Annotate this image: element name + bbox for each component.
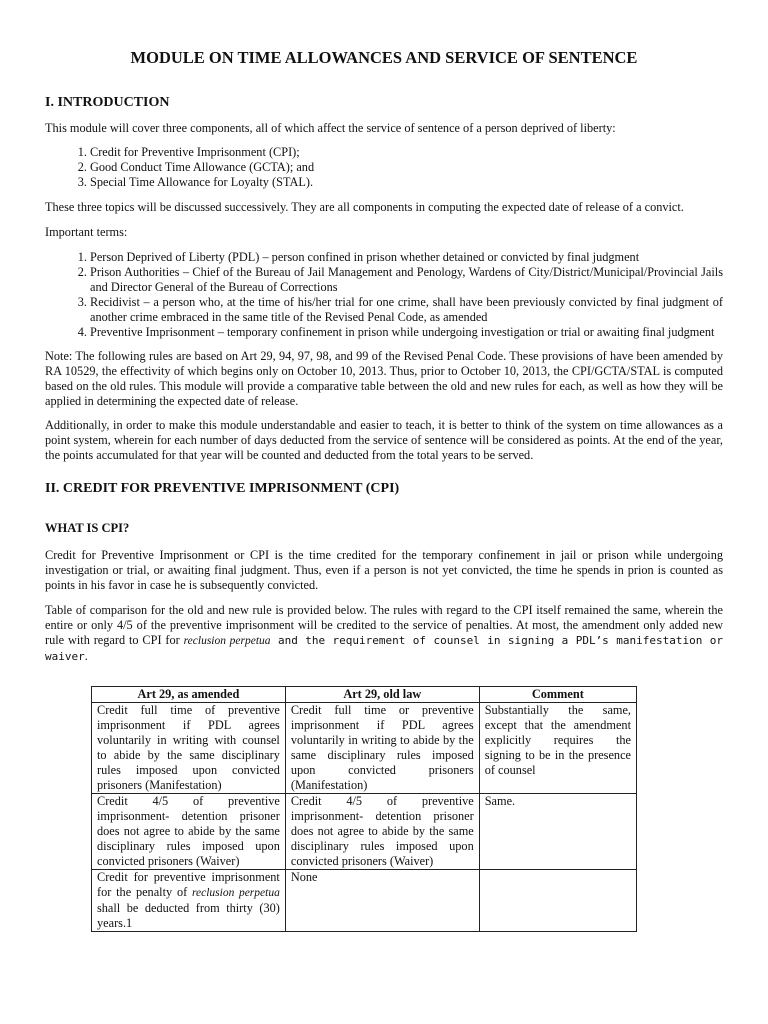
cpi-heading: II. CREDIT FOR PREVENTIVE IMPRISONMENT (CPI) <box>45 481 400 496</box>
table-row <box>92 794 637 870</box>
terms-list <box>45 250 723 340</box>
table-cell <box>479 870 636 932</box>
cpi-subheading: WHAT IS CPI? <box>45 521 130 535</box>
table-cell: Same. <box>479 794 636 870</box>
terms-label: Important terms: <box>45 225 128 239</box>
points-paragraph: Additionally, in order to make this module understandable and easier to teach, it is better to think of the system on time allowances as a point system, wherein for each number of days deducted from the service of sentence will be considered as points. At the end of the year, the points accumulated for that year will be counted and deducted from the total years to be served. <box>45 418 723 462</box>
comparison-table <box>91 686 637 932</box>
column-header: Comment <box>479 687 636 703</box>
table-row <box>92 870 637 932</box>
table-cell: Credit 4/5 of preventive imprisonment- detention prisoner does not agree to abide by the same disciplinary rules imposed upon convicted prisoners (Waiver) <box>92 794 286 870</box>
list-item: 4. Preventive Imprisonment – temporary confinement in prison while undergoing investigation or trial or awaiting final judgment <box>90 325 723 340</box>
list-item: 3. Recidivist – a person who, at the time of his/her trial for one crime, shall have been previously convicted by final judgment of another crime embraced in the same title of the Revised Penal Code, as amended <box>90 295 723 325</box>
list-item: 2. Good Conduct Time Allowance (GCTA); and <box>90 160 723 175</box>
column-header: Art 29, as amended <box>92 687 286 703</box>
table-cell: Substantially the same, except that the amendment explicitly requires the signing to be in the presence of counsel <box>479 703 636 794</box>
page-title: MODULE ON TIME ALLOWANCES AND SERVICE OF SENTENCE <box>130 48 638 67</box>
table-row <box>92 703 637 794</box>
components-list <box>45 145 723 190</box>
list-item: 1. Credit for Preventive Imprisonment (CPI); <box>90 145 723 160</box>
list-item: 2. Prison Authorities – Chief of the Bureau of Jail Management and Penology, Wardens of City/District/Municipal/Provincial Jails and Director General of the Bureau of Corrections <box>90 265 723 295</box>
intro-heading: I. INTRODUCTION <box>45 95 170 110</box>
intro-summary: These three topics will be discussed successively. They are all components in computing the expected date of release of a convict. <box>45 200 684 214</box>
table-intro: Table of comparison for the old and new rule is provided below. The rules with regard to the CPI itself remained the same, wherein the entire or only 4/5 of the preventive imprisonment will be credited to the service of penalties. At most, the amendment only added new rule with regard to CPI for reclusion perpetua and the requirement of counsel in signing a PDL’s manifestation or waiver. <box>45 603 723 663</box>
table-cell: Credit full time of preventive imprisonment if PDL agrees voluntarily in writing with counsel to abide by the same disciplinary rules imposed upon convicted prisoners (Manifestation) <box>92 703 286 794</box>
list-item: 3. Special Time Allowance for Loyalty (STAL). <box>90 175 723 190</box>
note-paragraph: Note: The following rules are based on Art 29, 94, 97, 98, and 99 of the Revised Penal Code. These provisions of have been amended by RA 10529, the effectivity of which begins only on October 10, 2013. Thus, prior to October 10, 2013, the CPI/GCTA/STAL is computed based on the old rules. This module will provide a comparative table between the old and new rules for each, as well as how they will be applied in determining the expected date of release. <box>45 349 723 408</box>
table-cell: Credit full time or preventive imprisonment if PDL agrees voluntarily in writing to abide by the same disciplinary rules imposed upon convicted prisoners (Manifestation) <box>285 703 479 794</box>
table-cell: None <box>285 870 479 932</box>
intro-lead: This module will cover three components, all of which affect the service of sentence of a person deprived of liberty: <box>45 121 616 135</box>
table-header-row <box>92 687 637 703</box>
column-header: Art 29, old law <box>285 687 479 703</box>
table-cell: Credit for preventive imprisonment for the penalty of reclusion perpetua shall be deducted from thirty (30) years.1 <box>92 870 286 932</box>
list-item: 1. Person Deprived of Liberty (PDL) – person confined in prison whether detained or convicted by final judgment <box>90 250 723 265</box>
table-cell: Credit 4/5 of preventive imprisonment- detention prisoner does not agree to abide by the same disciplinary rules imposed upon convicted prisoners (Waiver) <box>285 794 479 870</box>
cpi-definition: Credit for Preventive Imprisonment or CPI is the time credited for the temporary confinement in jail or prison while undergoing investigation or trial, or awaiting final judgment. Thus, even if a person is not yet convicted, the time he spends in prion is counted as points in his favor in case he is subsequently convicted. <box>45 548 723 592</box>
